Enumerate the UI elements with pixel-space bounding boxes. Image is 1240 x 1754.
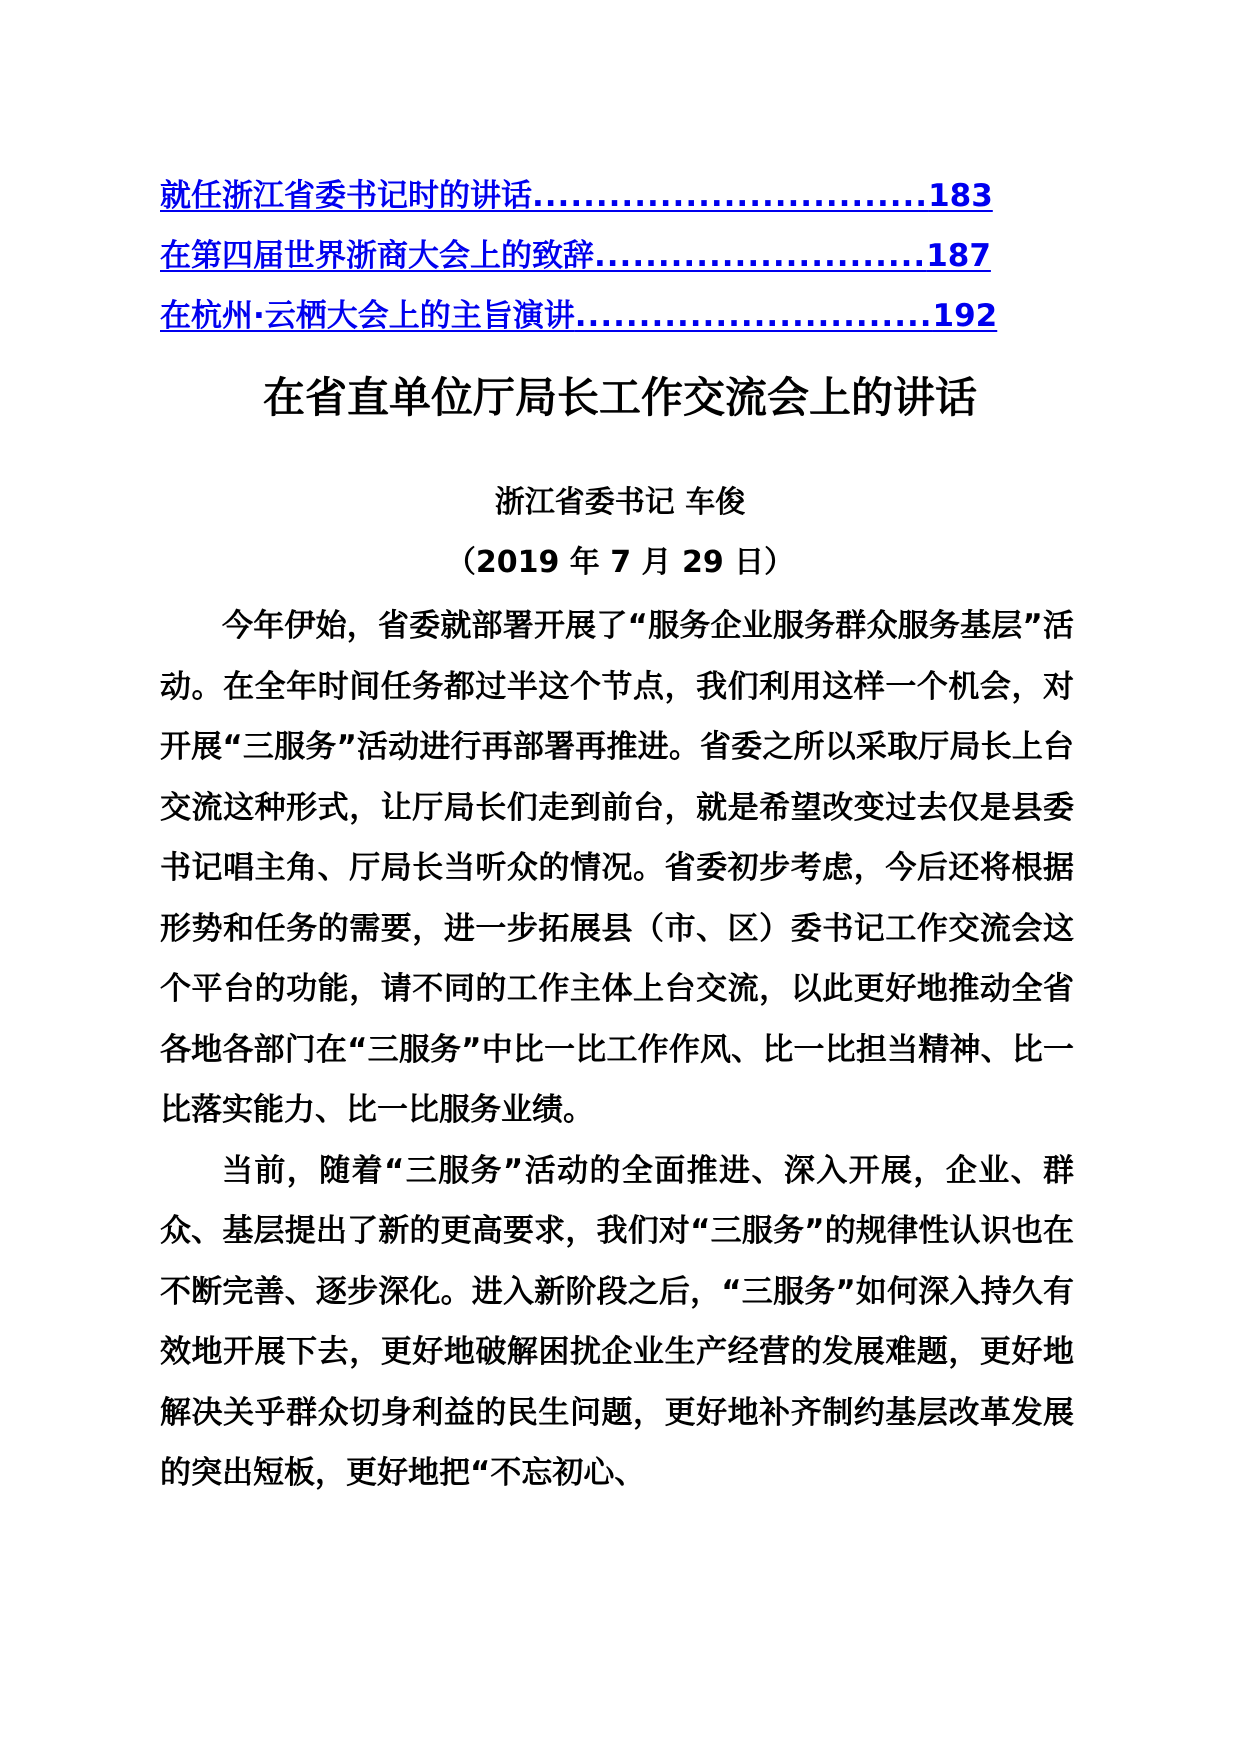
toc-entry-page: 183 — [928, 178, 993, 214]
paragraph: 今年伊始，省委就部署开展了“服务企业服务群众服务基层”活动。在全年时间任务都过半这个节点，我们利用这样一个机会，对开展“三服务”活动进行再部署再推进。省委之所以采取厅局长上台交流这种形式，让厅局长们走到前台，就是希望改变过去仅是县委书记唱主角、厅局长当听众的情况。省委初步考虑，今后还将根据形势和任务的需要，进一步拓展县（市、区）委书记工作交流会这个平台的功能，请不同的工作主体上台交流，以此更好地推动全省各地各部门在“三服务”中比一比工作作风、比一比担当精神、比一比落实能力、比一比服务业绩。 — [160, 608, 1074, 1128]
table-of-contents — [160, 166, 1032, 346]
toc-entry-title: 在第四届世界浙商大会上的致辞 — [160, 238, 594, 274]
toc-leader-dots: ............................... — [532, 178, 929, 214]
toc-link-zheshang-conference-speech[interactable] — [160, 226, 1032, 286]
toc-link-inauguration-speech[interactable] — [160, 166, 1032, 226]
toc-leader-dots: ............................ — [574, 298, 933, 334]
toc-entry-page: 192 — [932, 298, 998, 334]
toc-leader-dots: .......................... — [594, 238, 927, 274]
toc-entry-title: 在杭州·云栖大会上的主旨演讲 — [160, 298, 575, 334]
article-date: （2019 年 7 月 29 日） — [445, 545, 795, 580]
article-body — [160, 596, 1074, 1504]
article-title: 在省直单位厅局长工作交流会上的讲话 — [262, 373, 977, 422]
toc-entry-title: 就任浙江省委书记时的讲话 — [160, 178, 532, 214]
toc-link-yunqi-keynote[interactable] — [160, 286, 1032, 346]
toc-entry-page: 187 — [926, 238, 991, 274]
article-author: 浙江省委书记 车俊 — [494, 485, 746, 520]
paragraph: 当前，随着“三服务”活动的全面推进、深入开展，企业、群众、基层提出了新的更高要求，我们对“三服务”的规律性认识也在不断完善、逐步深化。进入新阶段之后，“三服务”如何深入持久有效地开展下去，更好地破解困扰企业生产经营的发展难题，更好地解决关乎群众切身利益的民生问题，更好地补齐制约基层改革发展的突出短板，更好地把“不忘初心、 — [160, 1152, 1074, 1491]
